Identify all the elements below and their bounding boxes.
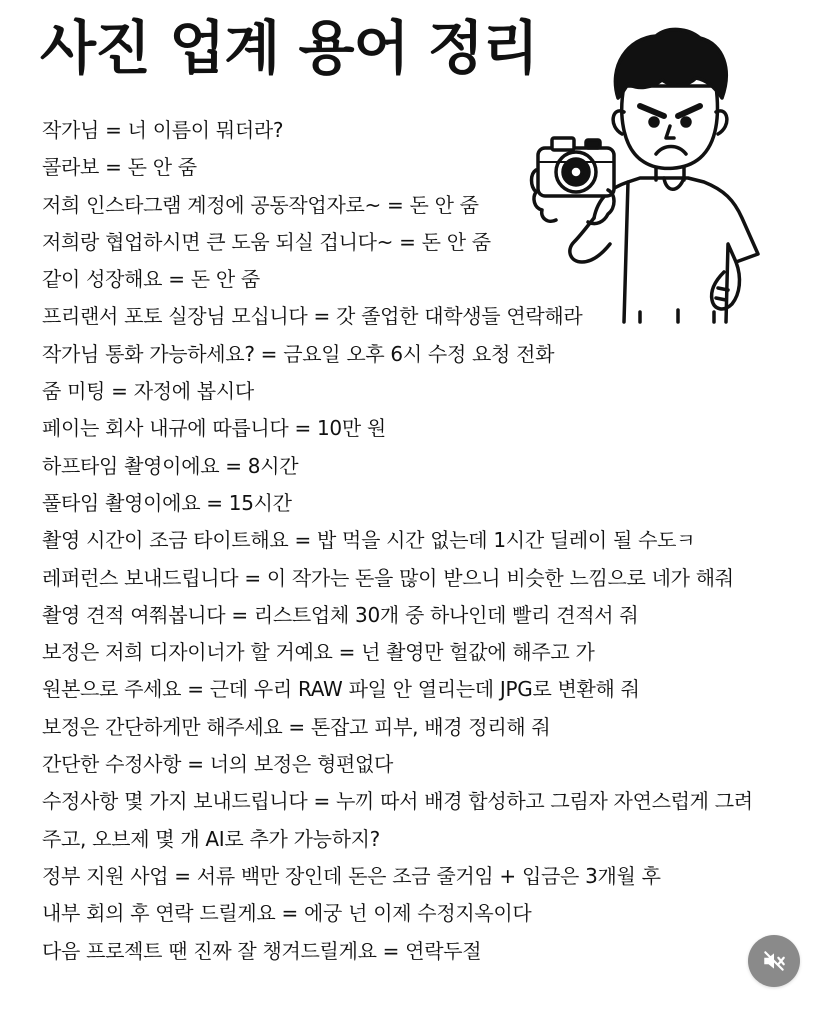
term-line: 촬영 시간이 조금 타이트해요 = 밥 먹을 시간 없는데 1시간 딜레이 될 수도ㅋ — [42, 528, 696, 553]
term-line: 같이 성장해요 = 돈 안 줌 — [42, 267, 260, 292]
term-line: 저희랑 협업하시면 큰 도움 되실 겁니다~ = 돈 안 줌 — [42, 229, 491, 254]
term-line: 페이는 회사 내규에 따릅니다 = 10만 원 — [42, 416, 386, 441]
term-line: 보정은 저희 디자이너가 할 거예요 = 넌 촬영만 헐값에 해주고 가 — [42, 640, 595, 665]
term-line: 정부 지원 사업 = 서류 백만 장인데 돈은 조금 줄거임 + 입금은 3개월 후 — [42, 863, 661, 888]
term-line: 작가님 통화 가능하세요? = 금요일 오후 6시 수정 요청 전화 — [42, 341, 555, 366]
angry-photographer-icon — [528, 22, 768, 332]
mute-button[interactable] — [748, 935, 800, 987]
term-line: 내부 회의 후 연락 드릴게요 = 에궁 넌 이제 수정지옥이다 — [42, 901, 532, 926]
term-line: 다음 프로젝트 땐 진짜 잘 챙겨드릴게요 = 연락두절 — [42, 938, 482, 963]
term-line: 보정은 간단하게만 해주세요 = 톤잡고 피부, 배경 정리해 줘 — [42, 714, 551, 739]
term-line: 하프타임 촬영이에요 = 8시간 — [42, 453, 299, 478]
term-line: 작가님 = 너 이름이 뭐더라? — [42, 118, 284, 142]
speaker-muted-icon — [761, 948, 787, 974]
term-line: 풀타임 촬영이에요 = 15시간 — [42, 490, 292, 515]
page-title: 사진 업계 용어 정리 — [40, 14, 538, 82]
term-line: 레퍼런스 보내드립니다 = 이 작가는 돈을 많이 받으니 비슷한 느낌으로 네가 해줘 — [42, 565, 734, 590]
term-line: 줌 미팅 = 자정에 봅시다 — [42, 379, 254, 404]
term-line: 콜라보 = 돈 안 줌 — [42, 155, 197, 180]
term-line: 프리랜서 포토 실장님 모십니다 = 갓 졸업한 대학생들 연락해라 — [42, 304, 583, 329]
term-line: 원본으로 주세요 = 근데 우리 RAW 파일 안 열리는데 JPG로 변환해 줘 — [42, 677, 640, 702]
term-line: 저희 인스타그램 계정에 공동작업자로~ = 돈 안 줌 — [42, 192, 479, 217]
term-line: 주고, 오브제 몇 개 AI로 추가 가능하지? — [42, 826, 380, 851]
term-line: 촬영 견적 여쭤봅니다 = 리스트업체 30개 중 하나인데 빨리 견적서 줘 — [42, 602, 639, 627]
term-line: 수정사항 몇 가지 보내드립니다 = 누끼 따서 배경 합성하고 그림자 자연스럽게 그려 — [42, 789, 753, 814]
term-line: 간단한 수정사항 = 너의 보정은 형편없다 — [42, 752, 394, 777]
